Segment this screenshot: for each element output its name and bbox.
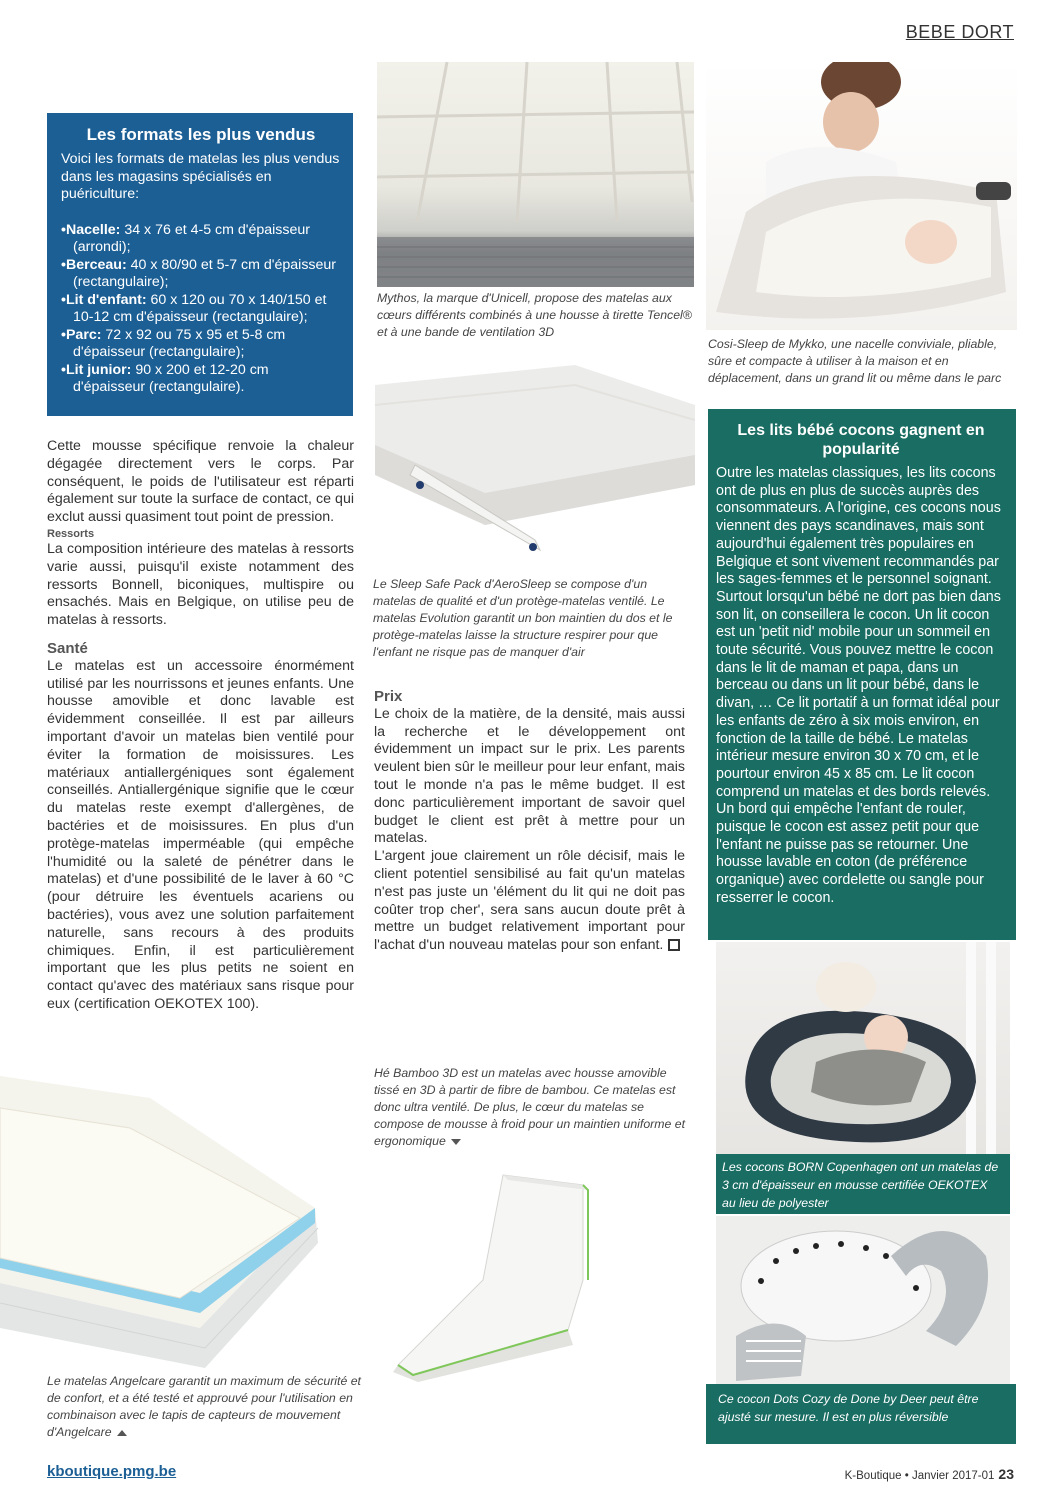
footer-site-link[interactable]: kboutique.pmg.be	[47, 1463, 177, 1480]
formats-box-intro: Voici les formats de matelas les plus vendus dans les magasins spécialisés en puériculture:	[61, 151, 340, 202]
arrow-up-icon	[117, 1430, 127, 1436]
bamboo-mattress-photo	[383, 1170, 638, 1382]
mythos-caption: Mythos, la marque d'Unicell, propose des matelas aux cœurs différents combinés à une housse à tirette Tencel® et à une bande de ventilation 3D	[377, 291, 692, 339]
ressorts-heading: Ressorts	[47, 527, 95, 540]
born-cocon-photo	[716, 942, 1010, 1154]
footer-issue-text: K-Boutique • Janvier 2017-01	[844, 1470, 995, 1482]
paragraph: L'argent joue clairement un rôle décisif, mais le client potentiel sensibilisé au fait qu'un matelas n'est pas juste un 'élément du lit qui ne doit pas coûter trop cher', sera sans aucun doute prêt à mettre un budget relativement important pour l'achat d'un nouveau matelas pour son enfant.	[374, 848, 685, 954]
format-text: 34 x 76 et 4-5 cm d'épaisseur (arrondi);	[73, 221, 311, 255]
list-item	[61, 292, 341, 327]
dots-caption: Ce cocon Dots Cozy de Done by Deer peut être ajusté sur mesure. Il est en plus réversible	[706, 1384, 1016, 1444]
arrow-down-icon	[451, 1139, 461, 1145]
formats-list	[61, 222, 341, 397]
born-caption: Les cocons BORN Copenhagen ont un matelas de 3 cm d'épaisseur en mousse certifiée OEKOTEX au lieu de polyester	[716, 1154, 1010, 1214]
format-label: •Nacelle:	[61, 221, 121, 238]
column-1-text	[47, 438, 354, 1014]
angelcare-mattress-photo	[0, 1068, 330, 1368]
aerosleep-caption: Le Sleep Safe Pack d'AeroSleep se compose d'un matelas de qualité et d'un protège-matelas ventilé. Le matelas Evolution garantit un bon maintien du dos et le protège-matelas laisse la structure respirer pour que l'enfant ne risque pas de manquer d'air	[373, 577, 673, 659]
aerosleep-mattress-photo	[375, 365, 695, 565]
format-text: 90 x 200 et 12-20 cm d'épaisseur (rectangulaire).	[73, 361, 269, 395]
sante-heading: Santé	[47, 639, 88, 657]
cocons-box	[708, 409, 1016, 940]
column-2-text	[374, 688, 685, 955]
formats-box-title: Les formats les plus vendus	[86, 125, 316, 144]
format-text: 40 x 80/90 et 5-7 cm d'épaisseur (rectangulaire);	[73, 256, 337, 290]
cocons-box-text: Outre les matelas classiques, les lits cocons ont de plus en plus de succès auprès des consommateurs. A l'origine, ces cocons nous viennent des pays scandinaves, mais sont aujourd'hui également très populaires en Belgique et sont vivement recommandés par les sages-femmes et le personnel soignant. Surtout lorsqu'un bébé ne dort pas bien dans son lit, on conseillera le cocon. Un lit cocon est un 'petit nid' mobile pour un sommeil en toute sécurité. Vous pouvez mettre le cocon dans le lit de maman et papa, dans un berceau ou dans un lit pour bébé, dans le divan, … Ce lit portatif à un format idéal pour les enfants de zéro à six mois environ, en fonction de la taille de bébé. Le matelas intérieur mesure environ 30 x 70 cm, et le pourtour environ 45 x 85 cm. Le lit cocon comprend un matelas et des bords relevés. Un bord qui empêche l'enfant de rouler, puisque le cocon est assez petit pour que l'enfant ne puisse pas se retourner. Une housse lavable en coton (de préférence organique) avec cordelette ou sangle pour resserrer le cocon.	[716, 465, 1001, 906]
format-text: 60 x 120 ou 70 x 140/150 et 10-12 cm d'épaisseur (rectangulaire);	[73, 291, 327, 325]
format-label: •Lit junior:	[61, 361, 132, 378]
bamboo-caption-text: Hé Bamboo 3D est un matelas avec housse amovible tissé en 3D à partir de fibre de bambou. Ce matelas est donc ultra ventilé. De plus, le cœur du matelas se compose de mousse à froid pour un maintien uniforme et ergonomique	[374, 1066, 686, 1148]
angelcare-caption	[47, 1373, 367, 1441]
paragraph: Le choix de la matière, de la densité, mais aussi la recherche et le développement ont évidemment un impact sur le prix. Les parents veulent bien sûr le meilleur pour leur enfant, mais tout le monde n'a pas le même budget. Il est donc particulièrement important de savoir quel budget le client est prêt à mettre pour un matelas.	[374, 705, 685, 847]
cocons-box-title: Les lits bébé cocons gagnent en popularité	[737, 422, 985, 458]
dots-cozy-photo	[716, 1216, 1010, 1384]
format-label: •Lit d'enfant:	[61, 291, 147, 308]
list-item	[61, 222, 341, 257]
angelcare-caption-text: Le matelas Angelcare garantit un maximum de sécurité et de confort, et a été testé et approuvé pour l'utilisation en combinaison avec le tapis de capteurs de mouvement d'Angelcare	[47, 1374, 361, 1439]
list-item	[61, 362, 341, 397]
end-mark-icon	[668, 939, 680, 951]
footer-issue	[845, 1466, 1014, 1482]
list-item	[61, 327, 341, 362]
mykko-cosi-sleep-photo	[706, 62, 1017, 330]
section-tag: BEBE DORT	[905, 22, 1014, 42]
format-label: •Parc:	[61, 326, 102, 343]
paragraph: La composition intérieure des matelas à ressorts varie aussi, puisqu'il existe notamment des ressorts Bonnell, biconiques, multispire ou ensachés. Mais en Belgique, on utilise peu de matelas à ressorts.	[47, 540, 354, 629]
bamboo-caption	[374, 1065, 692, 1150]
list-item	[61, 257, 341, 292]
paragraph: Cette mousse spécifique renvoie la chaleur dégagée directement vers le corps. Par conséquent, le poids de l'utilisateur est réparti également sur toute la surface de contact, ce qui exclut aussi quasiment tout point de pression.	[47, 438, 354, 526]
format-label: •Berceau:	[61, 256, 127, 273]
format-text: 72 x 92 ou 75 x 95 et 5-8 cm d'épaisseur (rectangulaire);	[73, 326, 286, 360]
mykko-caption: Cosi-Sleep de Mykko, une nacelle conviviale, pliable, sûre et compacte à utiliser à la maison et en déplacement, dans un grand lit ou même dans le parc	[708, 337, 1002, 385]
paragraph: Le matelas est un accessoire énormément utilisé par les nourrissons et jeunes enfants. Une housse amovible et donc lavable est évidemment conseillée. Il est par ailleurs important d'avoir un matelas bien ventilé pour éviter la formation de moisissures. Les matériaux antiallergéniques sont également conseillés. Antiallergénique signifie que le cœur du matelas reste exempt d'allergènes, de bactéries et de moisissures. En plus d'un protège-matelas imperméable (qui empêche l'humidité ou la saleté de pénétrer dans le matelas) et d'une possibilité de le laver à 60 °C (pour détruire les éventuels acariens ou bactéries), vous avez une solution parfaitement naturelle, sans recours à des produits chimiques. Enfin, il est particulièrement important que les plus petits ne soient en contact qu'avec des matériaux sans risque pour eux (certification OEKOTEX 100).	[47, 657, 354, 1012]
prix-heading: Prix	[374, 688, 403, 705]
mythos-mattress-photo	[377, 62, 694, 287]
page-number: 23	[998, 1466, 1014, 1482]
formats-box	[47, 113, 353, 416]
